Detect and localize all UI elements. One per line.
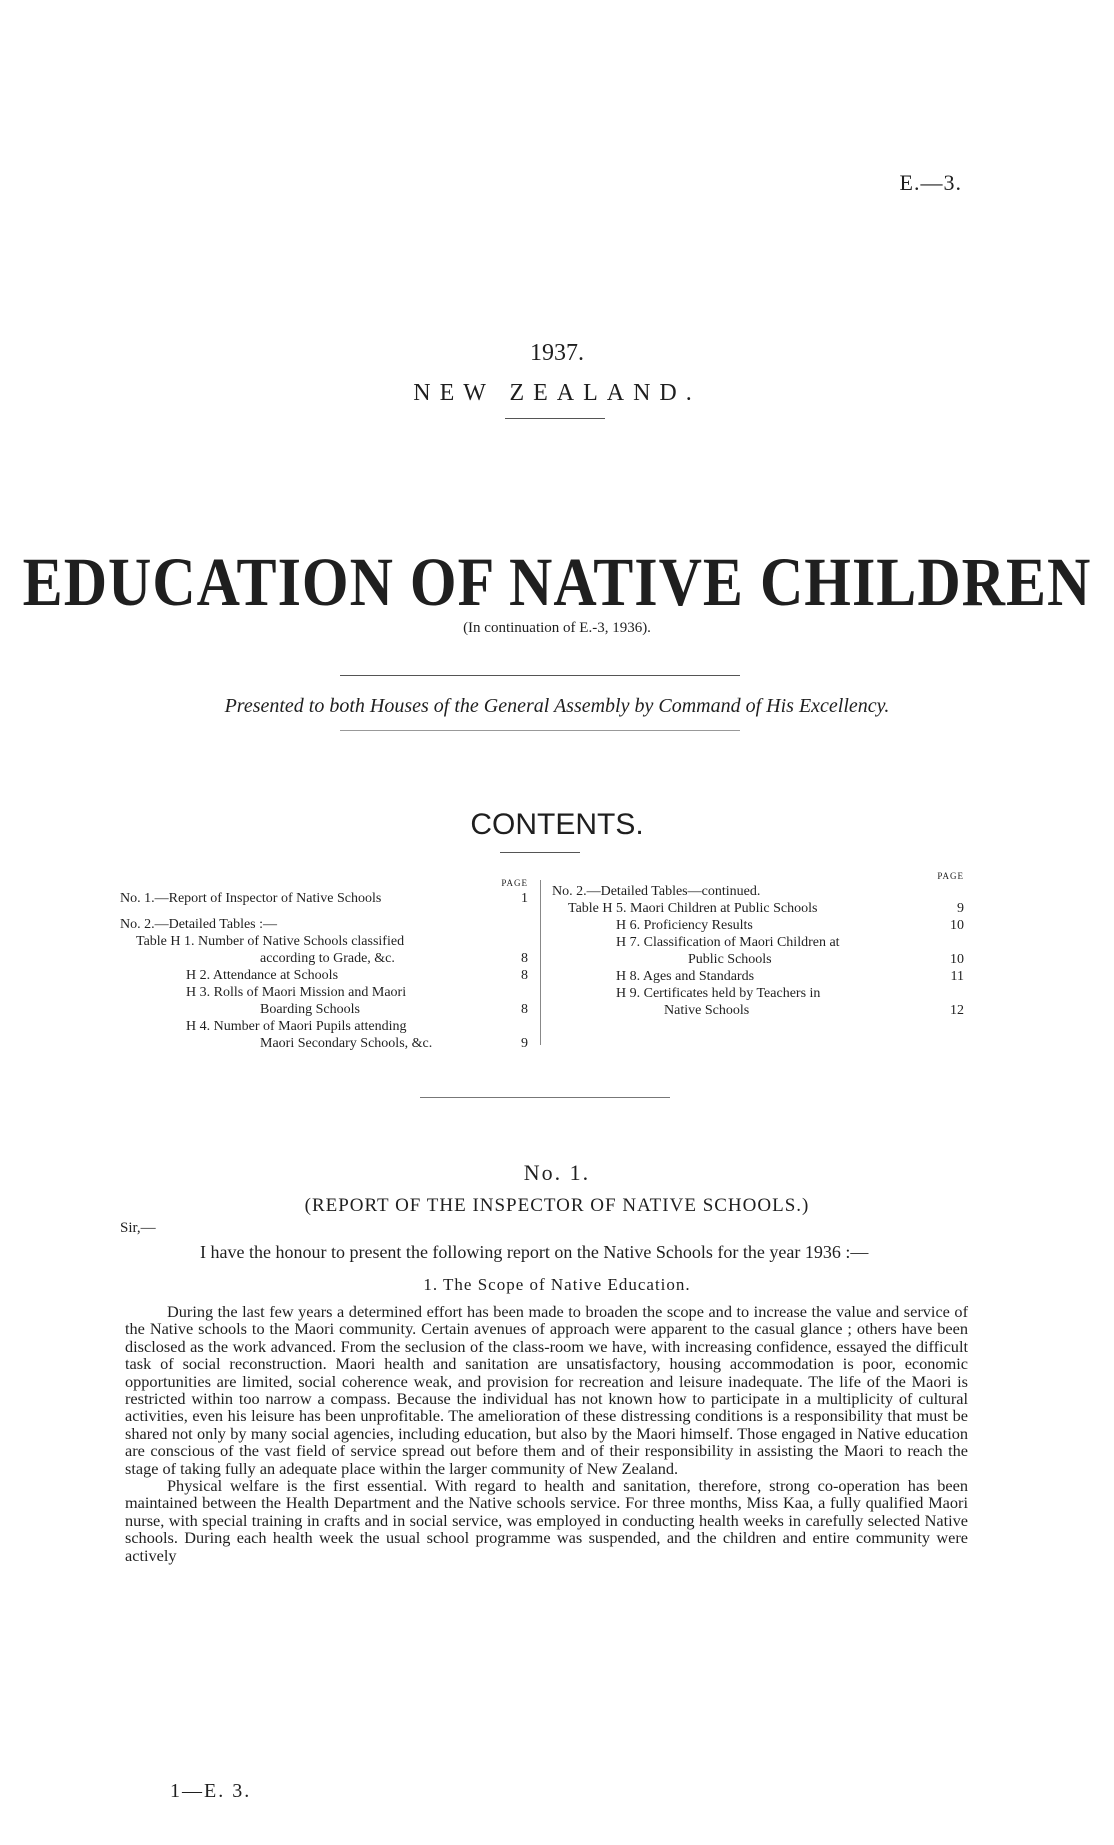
divider (505, 418, 605, 419)
contents-entry[interactable] (120, 1018, 528, 1035)
contents-entry-label: H 6. Proficiency Results (616, 918, 753, 933)
section-heading: 1. The Scope of Native Education. (423, 1275, 691, 1294)
contents-entry-page: 9 (957, 901, 964, 916)
contents-entry[interactable] (120, 950, 528, 967)
contents-entry-page: 9 (521, 1036, 528, 1051)
contents-entry[interactable] (552, 968, 964, 985)
report-number: No. 1. (523, 1160, 591, 1185)
divider (340, 675, 740, 676)
contents-entry-page: 11 (950, 969, 964, 984)
report-intro: I have the honour to present the following report on the Native Schools for the year 1936 :— (200, 1242, 869, 1262)
country-name: NEW ZEALAND. (413, 380, 701, 406)
report-title: (REPORT OF THE INSPECTOR OF NATIVE SCHOOLS.) (304, 1195, 810, 1216)
page-column-label: PAGE (937, 871, 964, 881)
contents-heading: CONTENTS. (470, 808, 644, 841)
contents-entry-label: Public Schools (688, 952, 772, 967)
contents-entry-page: 10 (950, 952, 964, 967)
contents-entry[interactable] (120, 967, 528, 984)
contents-entry-page: 8 (521, 968, 528, 983)
contents-entry-label: No. 1.—Report of Inspector of Native Schools (120, 891, 382, 906)
contents-entry[interactable] (552, 883, 964, 900)
page-reference: E.—3. (899, 170, 962, 195)
contents-entry-page: 10 (950, 918, 964, 933)
divider (340, 730, 740, 731)
contents-entry-label: Table H 1. Number of Native Schools classified (136, 934, 405, 949)
contents-entry[interactable] (552, 951, 964, 968)
page-signature: 1—E. 3. (170, 1780, 252, 1802)
contents-entry[interactable] (120, 1001, 528, 1018)
contents-left-column (120, 875, 528, 1052)
body-paragraph: Physical welfare is the first essential. With regard to health and sanitation, therefore, strong co-operation has been maintained between the Health Department and the Native schools service. For three months, Miss Kaa, a fully qualified Maori nurse, with special training in crafts and in social service, was employed in conducting health weeks in carefully selected Native schools. During each health week the usual school programme was suspended, and the children and entire community were actively (125, 1476, 968, 1565)
contents-entry[interactable] (552, 917, 964, 934)
contents-entry-label: Table H 5. Maori Children at Public Schools (568, 901, 818, 916)
contents-entry[interactable] (120, 1035, 528, 1052)
contents-column-divider (540, 880, 541, 1045)
contents-entry-label: H 2. Attendance at Schools (186, 968, 339, 983)
document-subtitle: (In continuation of E.-3, 1936). (463, 620, 651, 636)
contents-entry[interactable] (120, 916, 528, 933)
contents-entry[interactable] (552, 934, 964, 951)
contents-entry-page: 8 (521, 951, 528, 966)
contents-entry-label: No. 2.—Detailed Tables—continued. (552, 884, 761, 899)
contents-entry-page: 1 (521, 891, 528, 906)
document-title: EDUCATION OF NATIVE CHILDREN (22, 543, 1092, 620)
presentation-note: Presented to both Houses of the General Assembly by Command of His Excellency. (224, 695, 890, 717)
contents-entry-label: H 7. Classification of Maori Children at (616, 935, 840, 950)
contents-entry-label: Boarding Schools (260, 1002, 360, 1017)
divider (500, 852, 580, 853)
contents-entry-label: No. 2.—Detailed Tables :— (120, 917, 278, 932)
contents-entry-label: H 3. Rolls of Maori Mission and Maori (186, 985, 407, 1000)
contents-entry[interactable] (552, 1002, 964, 1019)
contents-entry[interactable] (120, 933, 528, 950)
contents-entry[interactable] (120, 984, 528, 1001)
contents-entry-label: Maori Secondary Schools, &c. (260, 1036, 433, 1051)
contents-entry-label: Native Schools (664, 1003, 750, 1018)
report-body (125, 1303, 968, 1564)
contents-entry[interactable] (120, 890, 528, 907)
body-paragraph: During the last few years a determined effort has been made to broaden the scope and to increase the value and service of the Native schools to the Maori community. Certain avenues of approach were apparent to the casual glance ; others have been disclosed as the work advanced. From the seclusion of the class-room we have, with increasing confidence, essayed the difficult task of social reconstruction. Maori health and sanitation are unsatisfactory, housing accommodation is poor, economic opportunities are limited, social coherence weak, and provision for recreation and leisure inadequate. The life of the Maori is restricted within too narrow a compass. Because the individual has not known how to participate in a multiplicity of cultural activities, even his leisure has been unprofitable. The amelioration of these distressing conditions is a responsibility that must be shared not only by many social agencies, including education, but also by the Maori himself. Those engaged in Native education are conscious of the vast field of service spread out before them and of their responsibility in assisting the Maori to reach the stage of taking fully an adequate place within the larger community of New Zealand. (125, 1302, 968, 1478)
contents-entry-label: H 8. Ages and Standards (616, 969, 755, 984)
contents-entry-label: according to Grade, &c. (260, 951, 395, 966)
salutation: Sir,— (120, 1220, 156, 1236)
contents-entry-page: 8 (521, 1002, 528, 1017)
divider (420, 1097, 670, 1098)
contents-entry-label: H 9. Certificates held by Teachers in (616, 986, 821, 1001)
contents-entry-label: H 4. Number of Maori Pupils attending (186, 1019, 407, 1034)
contents-entry-page: 12 (950, 1003, 964, 1018)
page-column-label: PAGE (501, 878, 528, 888)
contents-entry[interactable] (552, 900, 964, 917)
document-year: 1937. (530, 340, 584, 366)
contents-entry[interactable] (552, 985, 964, 1002)
contents-right-column (552, 868, 964, 1019)
